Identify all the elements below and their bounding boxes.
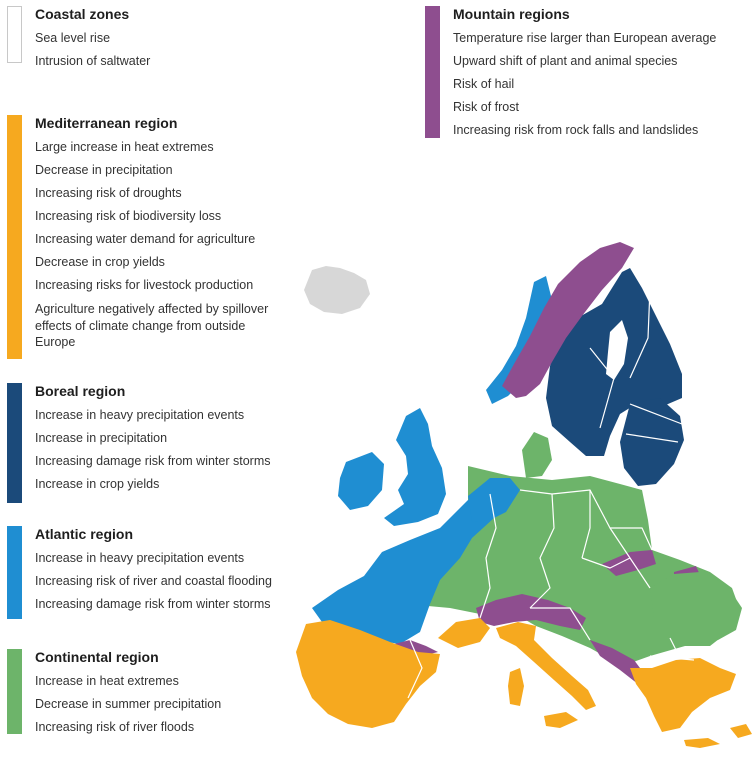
legend-continental — [7, 649, 221, 743]
list-item: Risk of frost — [453, 100, 519, 114]
list-item: Risk of hail — [453, 77, 515, 91]
europe-climate-map — [290, 228, 753, 758]
list-item: Intrusion of saltwater — [35, 54, 151, 68]
mediterranean-iberia — [296, 620, 440, 728]
sicily-shape — [544, 712, 578, 728]
mediterranean-swatch — [7, 115, 22, 359]
ireland-shape — [338, 452, 384, 510]
legend-mountain — [425, 6, 716, 146]
list-item: Decrease in crop yields — [35, 255, 165, 269]
list-item: Increase in heat extremes — [35, 674, 179, 688]
list-item: Sea level rise — [35, 31, 111, 45]
list-item: Decrease in precipitation — [35, 163, 173, 177]
list-item: Increasing risk of droughts — [35, 186, 182, 200]
list-item: Increasing risk of river floods — [35, 720, 195, 734]
continental-title: Continental region — [35, 649, 159, 665]
iceland-shape — [304, 266, 370, 314]
mountain-title: Mountain regions — [453, 6, 570, 22]
boreal-title: Boreal region — [35, 383, 126, 399]
mediterranean-south-france — [438, 618, 490, 648]
list-item: Upward shift of plant and animal species — [453, 54, 678, 68]
list-item: Temperature rise larger than European average — [453, 31, 717, 45]
sardinia-shape — [508, 668, 524, 706]
boreal-swatch — [7, 383, 22, 503]
legend-boreal — [7, 383, 271, 503]
atlantic-swatch — [7, 526, 22, 619]
coastal-swatch — [7, 6, 22, 63]
mediterranean-greece — [630, 658, 736, 732]
crete-shape — [684, 738, 720, 748]
denmark-shape — [522, 432, 552, 478]
list-item: Increasing damage risk from winter storms — [35, 454, 271, 468]
legend-atlantic — [7, 526, 272, 620]
list-item: Increasing risk of biodiversity loss — [35, 209, 222, 223]
mountain-swatch — [425, 6, 440, 138]
list-item: Increase in crop yields — [35, 477, 160, 491]
list-item: Increasing risk from rock falls and landslides — [453, 123, 699, 137]
list-item: Increasing risks for livestock production — [35, 278, 254, 292]
atlantic-title: Atlantic region — [35, 526, 134, 542]
cyprus-shape — [730, 724, 752, 738]
list-item: Increase in heavy precipitation events — [35, 551, 245, 565]
coastal-title: Coastal zones — [35, 6, 130, 22]
list-item: Large increase in heat extremes — [35, 140, 214, 154]
list-item: Increasing water demand for agriculture — [35, 232, 256, 246]
legend-coastal — [7, 6, 150, 77]
continental-swatch — [7, 649, 22, 734]
list-item: Increase in precipitation — [35, 431, 168, 445]
list-item: Decrease in summer precipitation — [35, 697, 222, 711]
list-item: Agriculture negatively affected by spillover effects of climate change from outside Europe — [35, 302, 269, 349]
mediterranean-title: Mediterranean region — [35, 115, 178, 131]
list-item: Increasing damage risk from winter storms — [35, 597, 271, 611]
list-item: Increasing risk of river and coastal flooding — [35, 574, 272, 588]
great-britain-shape — [384, 408, 446, 526]
legend-mediterranean — [7, 115, 280, 359]
list-item: Increase in heavy precipitation events — [35, 408, 245, 422]
